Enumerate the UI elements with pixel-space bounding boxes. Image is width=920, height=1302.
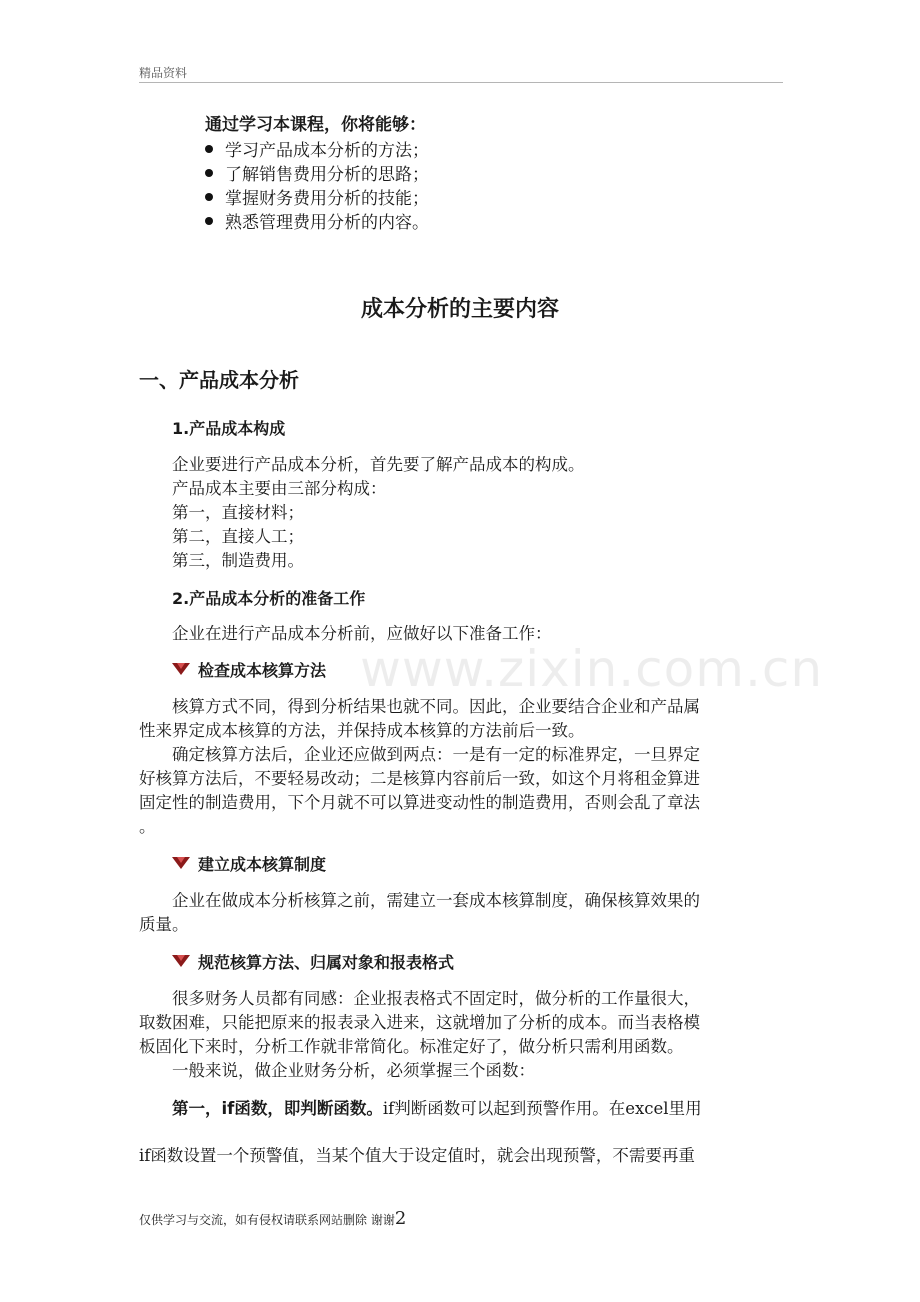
header-divider [139,82,783,83]
bold-lead: 第一，if函数，即判断函数。 [172,1099,383,1118]
bullet-icon [205,145,213,153]
header-label: 精品资料 [139,66,188,80]
main-title: 成本分析的主要内容 [360,297,559,322]
footer-text: 仅供学习与交流，如有侵权请联系网站删除 谢谢 [139,1213,395,1227]
goal-item: 了解销售费用分析的思路； [205,160,429,185]
body-line: 质量。 [139,915,189,934]
subsection-title: 2.产品成本分析的准备工作 [172,589,366,608]
arrow-bullet-icon [172,857,190,871]
body-line: 第二，直接人工； [172,527,304,546]
body-line: 性来界定成本核算的方法，并保持成本核算的方法前后一致。 [139,721,585,740]
arrow-bullet-icon [172,955,190,969]
item-heading: 规范核算方法、归属对象和报表格式 [172,950,454,973]
footer [139,1208,406,1229]
watermark: www.zixin.com.cn [360,640,824,698]
body-line: 第一，直接材料； [172,503,304,522]
page-number: 2 [394,1208,407,1229]
goal-item: 学习产品成本分析的方法； [205,136,429,161]
body-line: 好核算方法后，不要轻易改动；二是核算内容前后一致，如这个月将租金算进 [139,769,700,788]
body-line: 板固化下来时，分析工作就非常简化。标准定好了，做分析只需利用函数。 [139,1037,684,1056]
body-line: 。 [139,817,156,836]
bullet-icon [205,217,213,225]
goal-item: 掌握财务费用分析的技能； [205,184,429,209]
body-line: 第三，制造费用。 [172,551,304,570]
item-heading: 检查成本核算方法 [172,658,326,681]
body-line: 第一，if函数，即判断函数。if判断函数可以起到预警作用。在excel里用 [172,1099,702,1118]
body-line: 一般来说，做企业财务分析，必须掌握三个函数： [172,1061,535,1080]
body-line: 固定性的制造费用，下个月就不可以算进变动性的制造费用，否则会乱了章法 [139,793,700,812]
subsection-title: 1.产品成本构成 [172,419,286,438]
body-line: 取数困难，只能把原来的报表录入进来，这就增加了分析的成本。而当表格模 [139,1013,700,1032]
goals-title: 通过学习本课程，你将能够： [205,115,426,135]
body-line: 确定核算方法后，企业还应做到两点：一是有一定的标准界定，一旦界定 [172,745,700,764]
section-title: 一、产品成本分析 [139,368,299,392]
body-line: 企业在进行产品成本分析前，应做好以下准备工作： [172,624,552,643]
arrow-bullet-icon [172,663,190,677]
bullet-icon [205,169,213,177]
body-line: 核算方式不同，得到分析结果也就不同。因此，企业要结合企业和产品属 [172,697,700,716]
body-line: 很多财务人员都有同感：企业报表格式不固定时，做分析的工作量很大， [172,989,700,1008]
bullet-icon [205,193,213,201]
body-line: 产品成本主要由三部分构成： [172,479,387,498]
item-heading: 建立成本核算制度 [172,852,326,875]
body-line: if函数设置一个预警值，当某个值大于设定值时，就会出现预警，不需要再重 [139,1146,695,1165]
body-line: 企业在做成本分析核算之前，需建立一套成本核算制度，确保核算效果的 [172,891,700,910]
body-line: 企业要进行产品成本分析，首先要了解产品成本的构成。 [172,455,585,474]
goal-item: 熟悉管理费用分析的内容。 [205,208,429,233]
